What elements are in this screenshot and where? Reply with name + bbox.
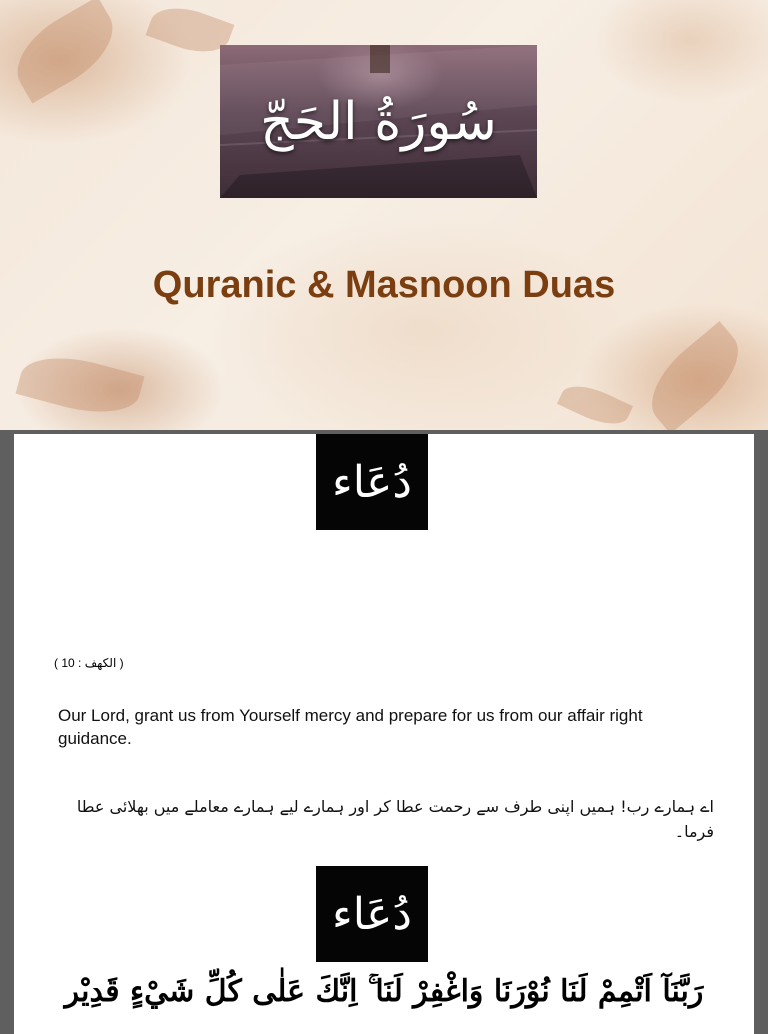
dua-badge xyxy=(316,434,428,530)
dua-badge-text: دُعَاء xyxy=(332,456,412,508)
watercolor-leaf xyxy=(635,321,755,430)
arabic-verse: رَبَّنَآ اَتْمِمْ لَنَا نُوْرَنَا وَاغْفِرْ لَنَا ۚ اِنَّكَ عَلٰى كُلِّ شَيْءٍ قَدِيْر xyxy=(64,974,704,1009)
dua-badge-text-second: دُعَاء xyxy=(332,888,412,940)
dua-badge-second xyxy=(316,866,428,962)
cover-slide xyxy=(0,0,768,430)
watercolor-leaf xyxy=(557,377,633,430)
watercolor-leaf xyxy=(16,345,145,424)
surah-name: سُورَةُ الحَجّ xyxy=(260,91,497,152)
watercolor-leaf xyxy=(2,0,127,103)
surah-reference: ( الکھف : 10 ) xyxy=(54,656,124,670)
english-translation: Our Lord, grant us from Yourself mercy and prepare for us from our affair right guidance. xyxy=(58,706,643,748)
urdu-translation: اے ہمارے رب! ہمیں اپنی طرف سے رحمت عطا کر اور ہمارے لیے ہمارے معاملے میں بھلائی عطا فرما۔ xyxy=(76,797,714,841)
dua-slide xyxy=(14,434,754,1034)
surah-banner xyxy=(220,45,537,198)
cover-title: Quranic & Masnoon Duas xyxy=(152,264,616,306)
